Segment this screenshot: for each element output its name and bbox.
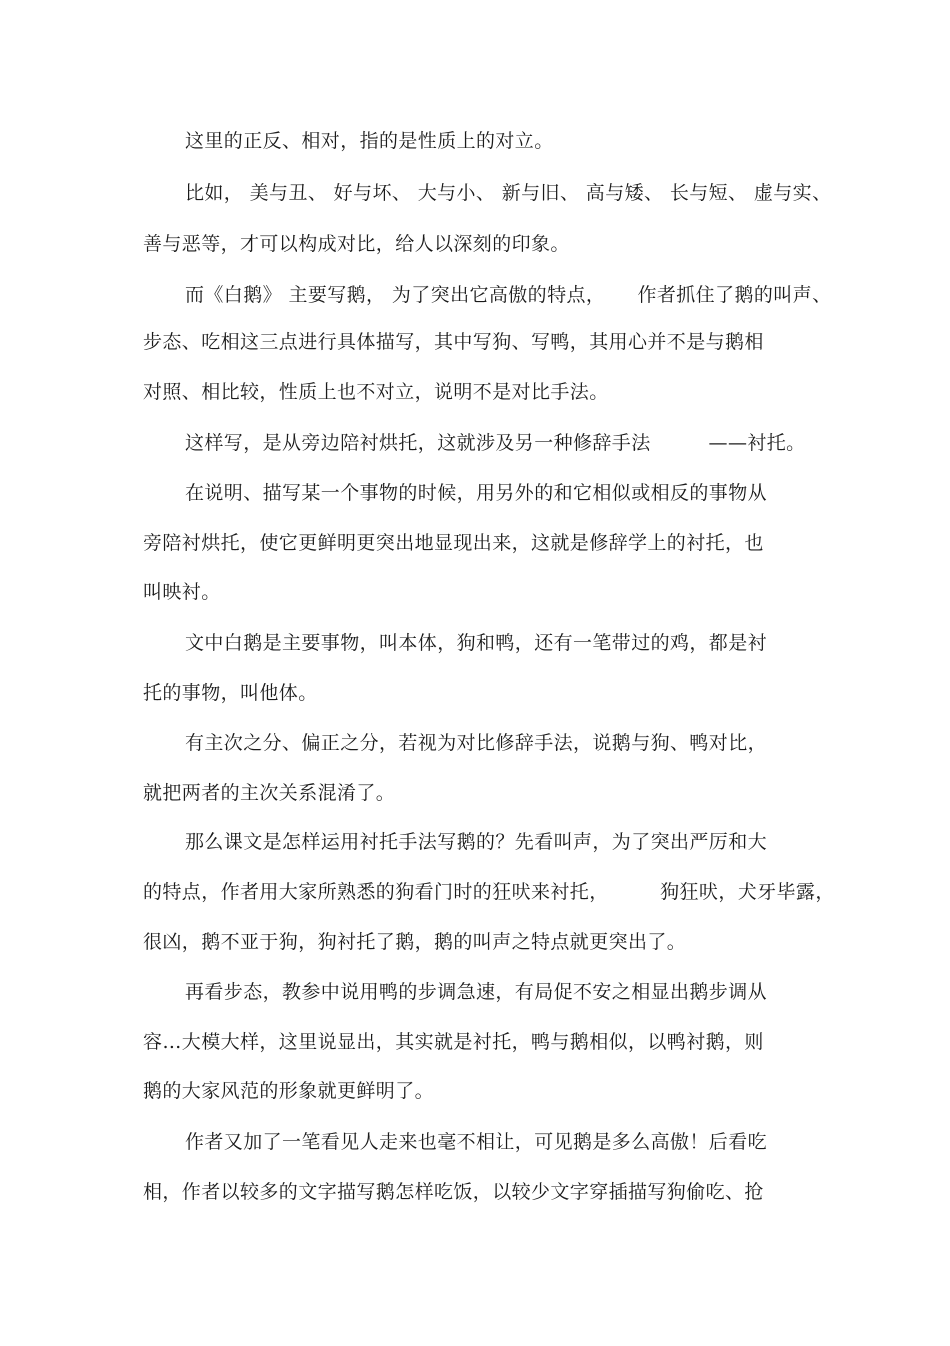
- text-line: 再看步态，教参中说用鸭的步调急速，有局促不安之相显出鹅步调从: [185, 981, 768, 1003]
- text-line: 而《白鹅》 主要写鹅， 为了突出它高傲的特点， 作者抓住了鹅的叫声、: [185, 284, 832, 306]
- text-line: 托的事物，叫他体。: [143, 682, 318, 704]
- text-line: 就把两者的主次关系混淆了。: [143, 782, 396, 804]
- text-line: 很凶，鹅不亚于狗，狗衬托了鹅，鹅的叫声之特点就更突出了。: [143, 931, 687, 953]
- text-line: 容…大模大样，这里说显出，其实就是衬托，鸭与鹅相似，以鸭衬鹅，则: [143, 1031, 764, 1053]
- text-line: 对照、相比较，性质上也不对立，说明不是对比手法。: [143, 381, 609, 403]
- text-line: 那么课文是怎样运用衬托手法写鹅的？先看叫声，为了突出严厉和大: [185, 831, 768, 853]
- text-line: 作者又加了一笔看见人走来也毫不相让，可见鹅是多么高傲！后看吃: [185, 1131, 768, 1153]
- text-line: 叫映衬。: [143, 581, 221, 603]
- text-line: 有主次之分、偏正之分，若视为对比修辞手法，说鹅与狗、鸭对比，: [185, 732, 768, 754]
- text-line: 这里的正反、相对，指的是性质上的对立。: [185, 130, 554, 152]
- text-line: 鹅的大家风范的形象就更鲜明了。: [143, 1080, 435, 1102]
- text-line: 旁陪衬烘托，使它更鲜明更突出地显现出来，这就是修辞学上的衬托，也: [143, 532, 764, 554]
- text-line: 步态、吃相这三点进行具体描写，其中写狗、写鸭，其用心并不是与鹅相: [143, 331, 764, 353]
- text-line: 善与恶等，才可以构成对比，给人以深刻的印象。: [143, 233, 570, 255]
- text-line: 的特点，作者用大家所熟悉的狗看门时的狂吠来衬托， 狗狂吠，犬牙毕露，: [143, 881, 835, 903]
- text-line: 这样写，是从旁边陪衬烘托，这就涉及另一种修辞手法 ——衬托。: [185, 432, 806, 454]
- text-line: 相，作者以较多的文字描写鹅怎样吃饭，以较少文字穿插描写狗偷吃、抢: [143, 1181, 764, 1203]
- text-line: 文中白鹅是主要事物，叫本体，狗和鸭，还有一笔带过的鸡，都是衬: [185, 632, 768, 654]
- text-line: 比如， 美与丑、 好与坏、 大与小、 新与旧、 高与矮、 长与短、 虚与实、: [185, 182, 832, 204]
- text-line: 在说明、描写某一个事物的时候，用另外的和它相似或相反的事物从: [185, 482, 768, 504]
